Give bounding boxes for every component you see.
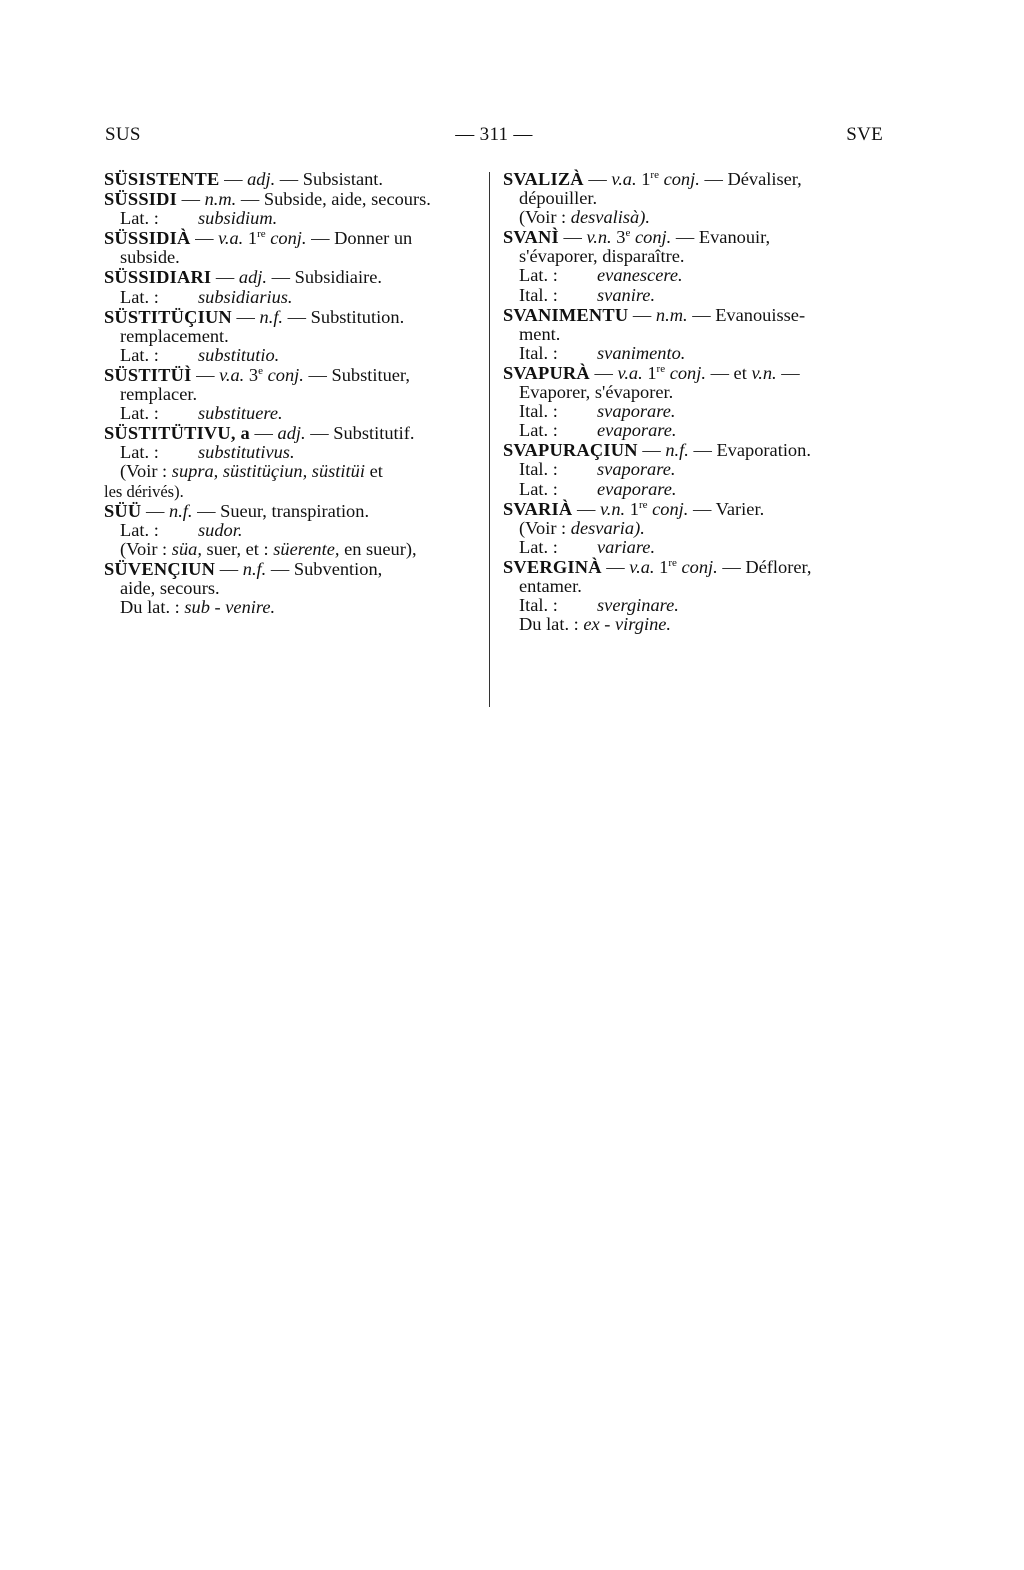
headword: SÜSSIDI — [104, 189, 177, 210]
right-column — [503, 170, 881, 635]
headword: SÜSSIDIARI — [104, 267, 212, 288]
headword: SVAPURAÇIUN — [503, 440, 638, 461]
headword: SVERGINÀ — [503, 556, 602, 577]
entry-sussidi: SÜSSIDI — n.m. — Subside, aide, secours. Lat. : subsidium. — [104, 189, 431, 229]
headword: SÜSTITÜÌ — [104, 364, 192, 385]
entry-susistente: SÜSISTENTE — adj. — Subsistant. — [104, 169, 384, 189]
entry-suvenciun: SÜVENÇIUN — n.f. — Subvention, aide, secours. Du lat. : sub - venire. — [104, 558, 383, 618]
headword: SÜSTITÜÇIUN — [104, 306, 232, 327]
entry-svaria: SVARIÀ — v.n. 1re conj. — Varier. (Voir : desvaria). Lat. : variare. — [503, 498, 765, 557]
headword: SVAPURÀ — [503, 362, 590, 383]
entry-suu: SÜÜ — n.f. — Sueur, transpiration. Lat. : sudor. (Voir : süa, suer, et : süerente, en sueur), — [104, 500, 417, 559]
headword: SÜÜ — [104, 500, 142, 521]
page-header — [105, 124, 883, 154]
entry-svapura: SVAPURÀ — v.a. 1re conj. — et v.n. — Evaporer, s'évaporer. Ital. : svaporare. Lat. : evaporare. — [503, 362, 800, 441]
headword: SVALIZÀ — [503, 169, 584, 189]
entry-sustitutivu: SÜSTITÜTIVU, a — adj. — Substitutif. Lat. : substitutivus. (Voir : supra, süstitüçiun, süstitüi et les dérivés). — [104, 423, 415, 501]
headword: SÜSTITÜTIVU, a — [104, 423, 250, 444]
headword: SVANIMENTU — [503, 304, 629, 325]
running-head-right: SVE — [846, 124, 883, 145]
column-divider — [489, 172, 490, 707]
left-column — [104, 170, 478, 618]
running-head-left: SUS — [105, 124, 141, 145]
entry-svani: SVANÌ — v.n. 3e conj. — Evanouir, s'évaporer, disparaître. Lat. : evanescere. Ital. : svanire. — [503, 227, 771, 305]
entry-svaliza: SVALIZÀ — v.a. 1re conj. — Dévaliser, dépouiller. (Voir : desvalisà). — [503, 168, 802, 228]
headword: SÜSISTENTE — [104, 169, 220, 189]
entry-sussidiari: SÜSSIDIARI — adj. — Subsidiaire. Lat. : subsidiarius. — [104, 267, 382, 307]
page-number: — 311 — — [455, 124, 533, 145]
headword: SVARIÀ — [503, 498, 573, 519]
headword: SÜSSIDIÀ — [104, 228, 191, 249]
entry-svergina: SVERGINÀ — v.a. 1re conj. — Déflorer, entamer. Ital. : sverginare. Du lat. : ex - virgine. — [503, 556, 812, 635]
headword: SVANÌ — [503, 227, 559, 248]
headword: SÜVENÇIUN — [104, 558, 216, 579]
entry-sustituciun: SÜSTITÜÇIUN — n.f. — Substitution. remplacement. Lat. : substitutio. — [104, 306, 405, 365]
entry-sussidia: SÜSSIDIÀ — v.a. 1re conj. — Donner un subside. — [104, 228, 413, 268]
entry-sustitui: SÜSTITÜÌ — v.a. 3e conj. — Substituer, remplacer. Lat. : substituere. — [104, 364, 410, 424]
entry-svanimentu: SVANIMENTU — n.m. — Evanouisse- ment. Ital. : svanimento. — [503, 304, 806, 363]
entry-svapuraciun: SVAPURAÇIUN — n.f. — Evaporation. Ital. : svaporare. Lat. : evaporare. — [503, 440, 811, 499]
